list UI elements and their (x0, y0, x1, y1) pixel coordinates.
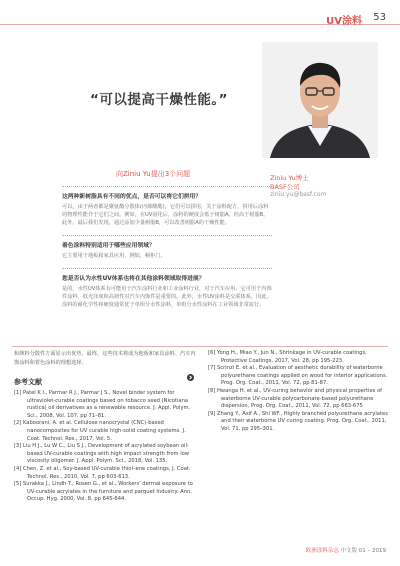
reference-item: [8] Hwanga H. et al., UV-curing behavior and physical properties of waterborne UV-curable polycarbonate-based polyurethane dispersion, Prog. Org. Coat., 2011, Vol. 72, pp 663-675 (208, 387, 382, 410)
footer-issue: 01 – 2019 (358, 548, 386, 554)
references-list-right (208, 350, 388, 434)
interview-intro: 向Ziniu Yu提出3个问题 (116, 170, 191, 178)
qa-question: 您是否认为水性UV体系也将在其他涂料领域取得进展？ (62, 276, 205, 282)
qa-answer: 可以，由于两者都是聚氨酯分散体(丙烯酸酯)，它们可以拼用，关于涂料配方，拼用后涂料的物理性能介于它们之间。例如，在UV固化后，涂料的硬度会低于树脂A，但高于树脂B。此外，最后我们发现，通过添加少量树脂B，可以改善树脂A的干燥性能。 (62, 204, 269, 226)
reference-item: [7] Scrinzi E. et al., Evaluation of aesthetic durability of waterborne polyurethane coatings applied on wood for interior applications. Prog. Org. Coat., 2011, Vol. 72, pp 81-87. (208, 365, 388, 387)
reference-item: [2] Kaboorani, A. et al. Cellulose nanocrystal (CNC)-based nanocomposites for UV curable high-solid coating systems. J. Coat. Technol. Res., 2017, Vol. 5. (14, 420, 186, 442)
reference-item: [5] Surakka J., Lindh T., Rosen G., et al., Workers' dermal exposure to UV-curable acrylates in the furniture and parquet industry. Ann. Occup. Hyg. 2000, Vol. 8, pp 645-644. (14, 481, 193, 503)
qa-divider (62, 268, 272, 269)
qa-question: 着色涂料特别适用于哪些应用领域？ (62, 243, 155, 249)
qa-answer: 它主要用于地板和家具应用，例如，橱柜门。 (62, 253, 166, 259)
right-column (208, 350, 388, 434)
reference-item: [3] Liu H J., Lu W C., Liu S J., Development of acrylated soybean oil-based UV-curable coatings with high impact strength from low viscosity oligomer. J. Appl. Polym. Sci., 2018, Vol. 135. (14, 443, 190, 465)
footer (306, 546, 386, 554)
body-paragraph: 和颜料分散性方面显示出优势，最终，这些技术将成为地板和家具涂料、汽车内饰涂料和着色涂料的理想选择。 (14, 351, 196, 366)
portrait-illustration (262, 42, 378, 158)
qa-item (62, 240, 272, 260)
references-list-left (14, 390, 200, 504)
interviewee-name: Ziniu Yu博士 (270, 174, 309, 182)
reference-item: [4] Chen, Z. et al., Soy-based UV-curable thiol–ene coatings, J. Coat. Technol. Res., 2010, Vol. 7, pp 603-613. (14, 465, 191, 480)
reference-item: [6] Yong H., Miao Y., Jun N., Shrinkage in UV-curable coatings, Protective Coatings, 2017, Vol. 28, pp 195-223. (208, 350, 367, 364)
pull-quote: “可以提高干燥性能。” (90, 92, 228, 108)
interviewee-company: BASF公司 (270, 183, 300, 191)
interviewee-website: ziniu.yu@basf.com (270, 191, 327, 198)
page-number: 53 (373, 12, 386, 23)
portrait-photo (262, 42, 378, 158)
references-heading: 参考文献 (14, 378, 42, 386)
left-column (14, 350, 200, 504)
article-end-icon (187, 366, 194, 373)
qa-item (62, 273, 272, 309)
qa-divider (62, 186, 272, 187)
qa-question: 这两种新树脂具有不同的优点，是否可以将它们拼用？ (62, 194, 202, 200)
qa-answer: 是的。水性UV体系有可能用于汽车涂料行业和工业涂料行业，对于汽车应用，它可用于内饰件涂料，低光泽度和高韧性对汽车内饰件是重要的。此外，水性UV涂料是交联体系，因此，涂料的耐化学性和硬度通常优于单组分水性涂料，单组分水性涂料在工业领域非常流行。 (62, 286, 272, 308)
qa-item (62, 191, 272, 227)
reference-item: [9] Zhang Y., Asif A., Shi WF., Highly branched polyurethane acrylates and their waterborne UV curing coating. Prog. Org. Coat., 2011, Vol. 71, pp 295–301. (208, 410, 388, 432)
footer-brand: 欧洲涂料杂志 (305, 548, 339, 554)
qa-divider (62, 235, 272, 236)
reference-item: [1] Patel K I., Parmar R J., Parmar J S., Novel binder system for ultraviolet-curable coatings based on tobacco seed (Nicotiana rustica) oil derivatives as a renewable resource. J. Appl. Polym. Sci., 2008, Vol. 107, pp 71–81. (14, 390, 191, 419)
footer-edition: 中文版 (340, 548, 357, 554)
body-rule (12, 346, 388, 347)
section-title: UV涂料 (326, 16, 362, 27)
